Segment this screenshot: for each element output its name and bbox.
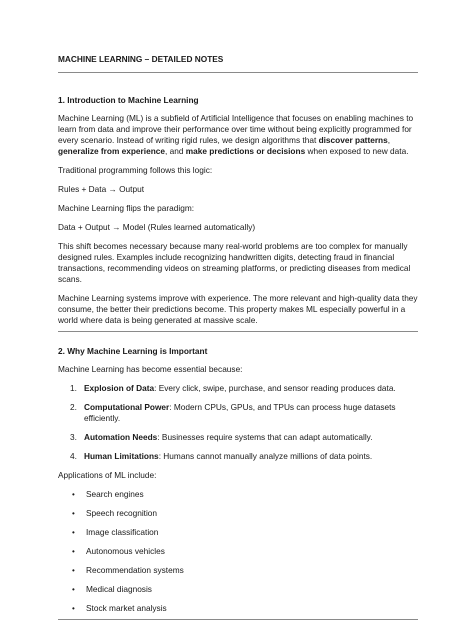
p1-text-e: , and <box>165 146 186 156</box>
applications-list <box>58 489 418 614</box>
document-page <box>58 54 418 620</box>
reason-text: : Humans cannot manually analyze millions of data points. <box>158 451 373 461</box>
list-number: 4. <box>70 451 77 461</box>
section-1-paragraph-4: Machine Learning flips the paradigm: <box>58 203 195 213</box>
document-title: MACHINE LEARNING – DETAILED NOTES <box>58 54 224 64</box>
ml-formula: Data + Output → Model (Rules learned automatically) <box>58 222 256 232</box>
p1-bold-generalize: generalize from experience <box>58 146 165 156</box>
p1-text-c: , <box>387 135 391 145</box>
reason-term: Human Limitations <box>84 451 159 461</box>
list-number: 2. <box>70 402 77 412</box>
reason-text: : Every click, swipe, purchase, and sensor reading produces data. <box>154 383 396 393</box>
list-item <box>58 402 418 424</box>
list-item <box>58 432 418 443</box>
bullet-icon: • <box>72 547 75 556</box>
list-item <box>58 565 418 576</box>
application-label: Medical diagnosis <box>86 584 152 594</box>
application-label: Image classification <box>86 527 159 537</box>
reason-term: Computational Power <box>84 402 170 412</box>
applications-intro: Applications of ML include: <box>58 470 157 480</box>
section-1-paragraph-7: Machine Learning systems improve with experience. The more relevant and high-quality data they consume, the better their predictions become. This property makes ML especially powerful in a world where data is being generated at massive scale. <box>58 293 418 325</box>
section-2-intro: Machine Learning has become essential because: <box>58 364 243 374</box>
section-1-heading: 1. Introduction to Machine Learning <box>58 95 199 105</box>
list-number: 1. <box>70 383 77 393</box>
bullet-icon: • <box>72 509 75 518</box>
p1-bold-predict: make predictions or decisions <box>185 146 306 156</box>
p1-text-a: Machine Learning (ML) is a subfield of Artificial Intelligence that focuses on enabling machines to learn from data and improve their performance over time without being explicitly programmed for every scenario. Instead of writing rigid rules, we design algorithms that <box>58 113 414 145</box>
bullet-icon: • <box>72 604 75 613</box>
section-1-paragraph-2: Traditional programming follows this logic: <box>58 165 213 175</box>
p1-text-g: when exposed to new data. <box>305 146 409 156</box>
bullet-icon: • <box>72 585 75 594</box>
section-1-paragraph-6: This shift becomes necessary because many real-world problems are too complex for manually designed rules. Examples include recognizing handwritten digits, detecting fraud in financial transactions, recommending videos on streaming platforms, or predicting diseases from medical scans. <box>58 241 411 284</box>
application-label: Autonomous vehicles <box>86 546 165 556</box>
bullet-icon: • <box>72 490 75 499</box>
section-2-heading: 2. Why Machine Learning is Important <box>58 346 208 356</box>
reason-term: Explosion of Data <box>84 383 155 393</box>
section-1-paragraph-1 <box>58 113 418 157</box>
list-item <box>58 584 418 595</box>
list-item <box>58 383 418 394</box>
list-item <box>58 603 418 614</box>
application-label: Recommendation systems <box>86 565 184 575</box>
reason-term: Automation Needs <box>84 432 158 442</box>
list-item <box>58 546 418 557</box>
list-number: 3. <box>70 432 77 442</box>
traditional-formula: Rules + Data → Output <box>58 184 145 194</box>
reason-text: : Modern CPUs, GPUs, and TPUs can process huge datasets efficiently. <box>84 402 396 423</box>
reason-text: : Businesses require systems that can adapt automatically. <box>157 432 373 442</box>
bullet-icon: • <box>72 528 75 537</box>
section-2-divider <box>58 619 418 620</box>
list-item <box>58 451 418 462</box>
list-item <box>58 527 418 538</box>
reasons-list <box>58 383 418 462</box>
application-label: Stock market analysis <box>86 603 167 613</box>
list-item <box>58 489 418 500</box>
application-label: Search engines <box>86 489 144 499</box>
bullet-icon: • <box>72 566 75 575</box>
p1-bold-discover: discover patterns <box>318 135 388 145</box>
title-divider <box>58 72 418 73</box>
application-label: Speech recognition <box>86 508 158 518</box>
section-1-divider <box>58 331 418 332</box>
list-item <box>58 508 418 519</box>
